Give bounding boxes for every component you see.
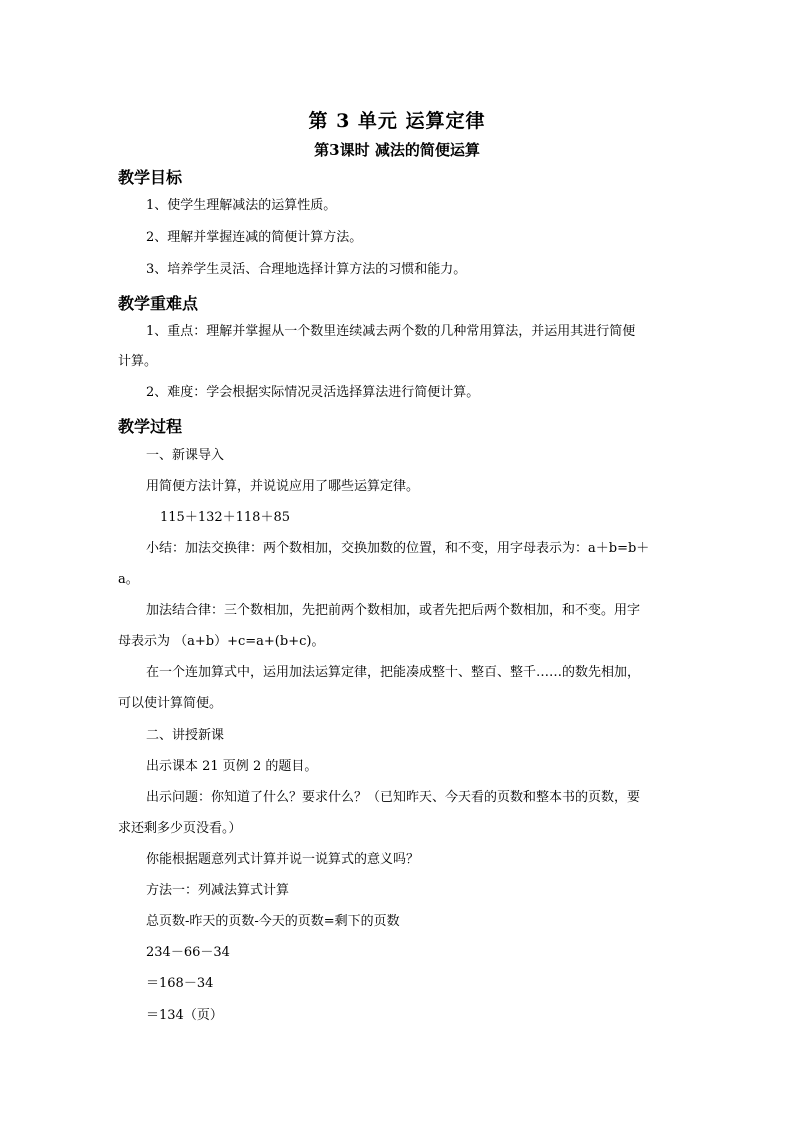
process-line: 234－66－34 — [146, 945, 230, 960]
process-line: 母表示为 （a+b）+c=a+(b+c)。 — [118, 634, 325, 649]
goal-item: 3、培养学生灵活、合理地选择计算方法的习惯和能力。 — [146, 262, 467, 277]
goal-item: 2、理解并掌握连减的简便计算方法。 — [146, 230, 363, 245]
process-line: 在一个连加算式中，运用加法运算定律，把能凑成整十、整百、整千……的数先相加， — [146, 665, 641, 680]
unit-title: 第 3 单元 运算定律 — [308, 110, 486, 132]
process-line: 你能根据题意列式计算并说一说算式的意义吗？ — [146, 852, 420, 867]
keypoint-line: 2、难度：学会根据实际情况灵活选择算法进行简便计算。 — [146, 385, 480, 400]
process-line: 用简便方法计算，并说说应用了哪些运算定律。 — [146, 479, 420, 494]
goal-item: 1、使学生理解减法的运算性质。 — [146, 198, 337, 213]
process-line: a。 — [118, 572, 139, 587]
process-line: ＝168－34 — [146, 976, 214, 991]
process-line: 小结：加法交换律：两个数相加，交换加数的位置，和不变，用字母表示为：a＋b=b＋ — [146, 541, 650, 556]
process-line: 出示问题：你知道了什么？要求什么？（已知昨天、今天看的页数和整本书的页数，要 — [146, 790, 641, 805]
keypoint-line: 1、重点：理解并掌握从一个数里连续减去两个数的几种常用算法，并运用其进行简便 — [146, 324, 636, 339]
process-line: 可以使计算简便。 — [118, 696, 223, 711]
process-heading: 教学过程 — [118, 417, 183, 436]
process-line: 总页数-昨天的页数-今天的页数=剩下的页数 — [146, 914, 400, 929]
process-line: 一、新课导入 — [146, 448, 225, 463]
keypoints-heading: 教学重难点 — [118, 294, 199, 313]
process-line: 出示课本 21 页例 2 的题目。 — [146, 759, 318, 774]
process-line: 加法结合律：三个数相加，先把前两个数相加，或者先把后两个数相加，和不变。用字 — [146, 603, 641, 618]
keypoint-line: 计算。 — [118, 354, 158, 369]
process-line: 115＋132＋118＋85 — [160, 510, 290, 525]
process-line: ＝134（页） — [146, 1008, 223, 1023]
process-line: 二、讲授新课 — [146, 728, 225, 743]
process-line: 求还剩多少页没看。） — [118, 821, 242, 836]
process-line: 方法一：列减法算式计算 — [146, 883, 290, 898]
lesson-subtitle: 第3课时 减法的简便运算 — [314, 141, 480, 159]
goals-heading: 教学目标 — [118, 168, 183, 187]
